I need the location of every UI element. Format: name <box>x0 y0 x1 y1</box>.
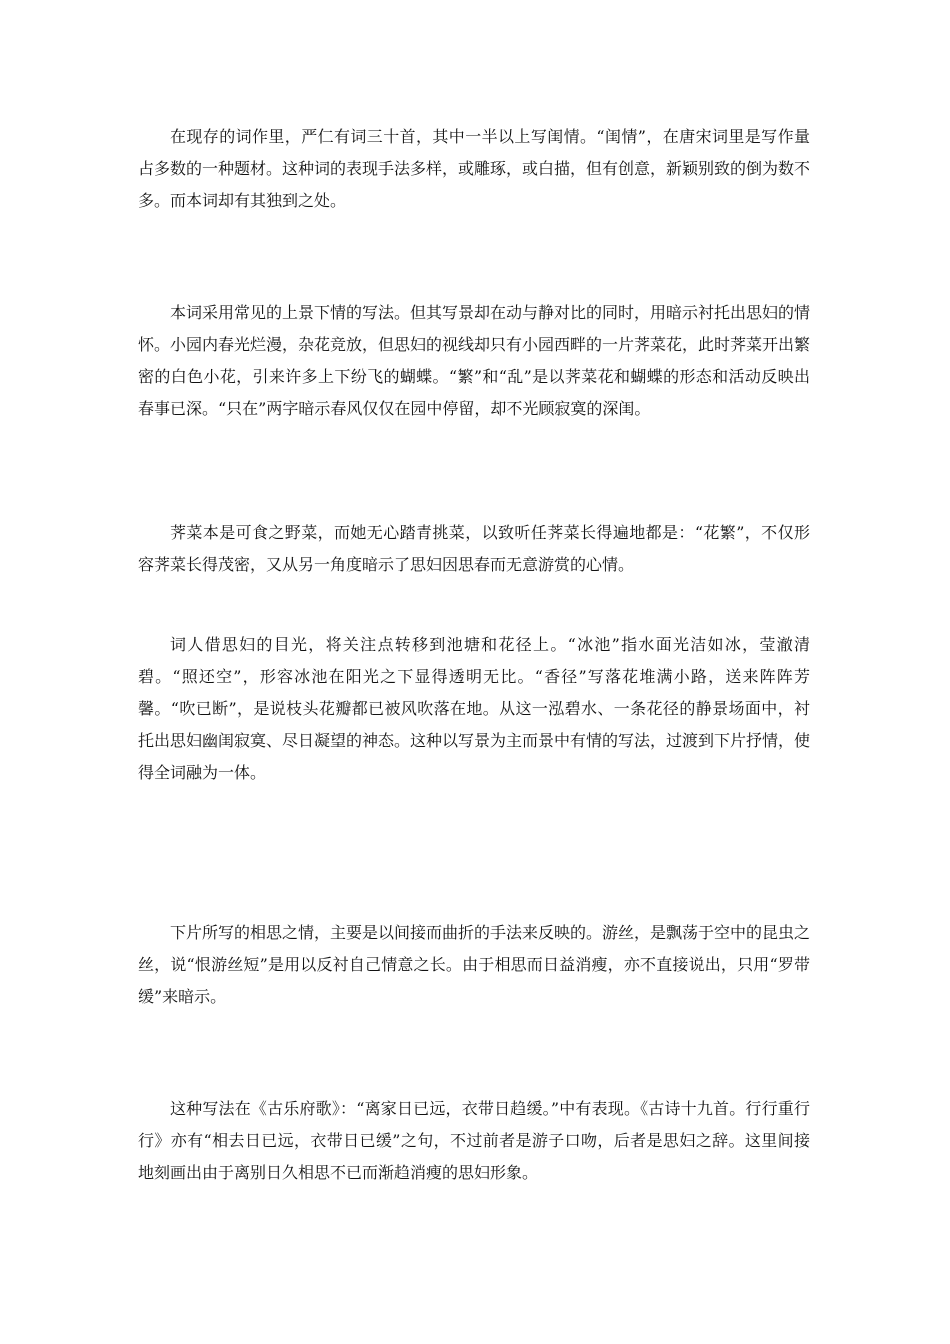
paragraph-3: 荠菜本是可食之野菜，而她无心踏青挑菜，以致听任荠菜长得遍地都是：“花繁”，不仅形容荠菜长得茂密，又从另一角度暗示了思妇因思春而无意游赏的心情。 <box>138 523 810 574</box>
paragraph-4: 词人借思妇的目光，将关注点转移到池塘和花径上。“冰池”指水面光洁如冰，莹澈清碧。“照还空”，形容冰池在阳光之下显得透明无比。“香径”写落花堆满小路，送来阵阵芳馨。“吹已断”，是说枝头花瓣都已被风吹落在地。从这一泓碧水、一条花径的静景场面中，衬托出思妇幽闺寂寞、尽日凝望的神态。这种以写景为主而景中有情的写法，过渡到下片抒情，使得全词融为一体。 <box>138 635 811 782</box>
paragraph-5: 下片所写的相思之情，主要是以间接而曲折的手法来反映的。游丝，是飘荡于空中的昆虫之丝，说“恨游丝短”是用以反衬自己情意之长。由于相思而日益消瘦，亦不直接说出，只用“罗带缓”来暗示。 <box>138 923 811 1006</box>
paragraph-2: 本词采用常见的上景下情的写法。但其写景却在动与静对比的同时，用暗示衬托出思妇的情怀。小园内春光烂漫，杂花竞放，但思妇的视线却只有小园西畔的一片荠菜花，此时荠菜开出繁密的白色小花，引来许多上下纷飞的蝴蝶。“繁”和“乱”是以荠菜花和蝴蝶的形态和活动反映出春事已深。“只在”两字暗示春风仅仅在园中停留，却不光顾寂寞的深闺。 <box>138 303 811 418</box>
paragraph-6: 这种写法在《古乐府歌》：“离家日已远，衣带日趋缓。”中有表现。《古诗十九首。行行重行行》亦有“相去日已远，衣带日已缓”之句，不过前者是游子口吻，后者是思妇之辞。这里间接地刻画出由于离别日久相思不已而渐趋消瘦的思妇形象。 <box>138 1099 810 1182</box>
paragraph-1: 在现存的词作里，严仁有词三十首，其中一半以上写闺情。“闺情”，在唐宋词里是写作量占多数的一种题材。这种词的表现手法多样，或雕琢，或白描，但有创意，新颖别致的倒为数不多。而本词却有其独到之处。 <box>138 127 811 210</box>
